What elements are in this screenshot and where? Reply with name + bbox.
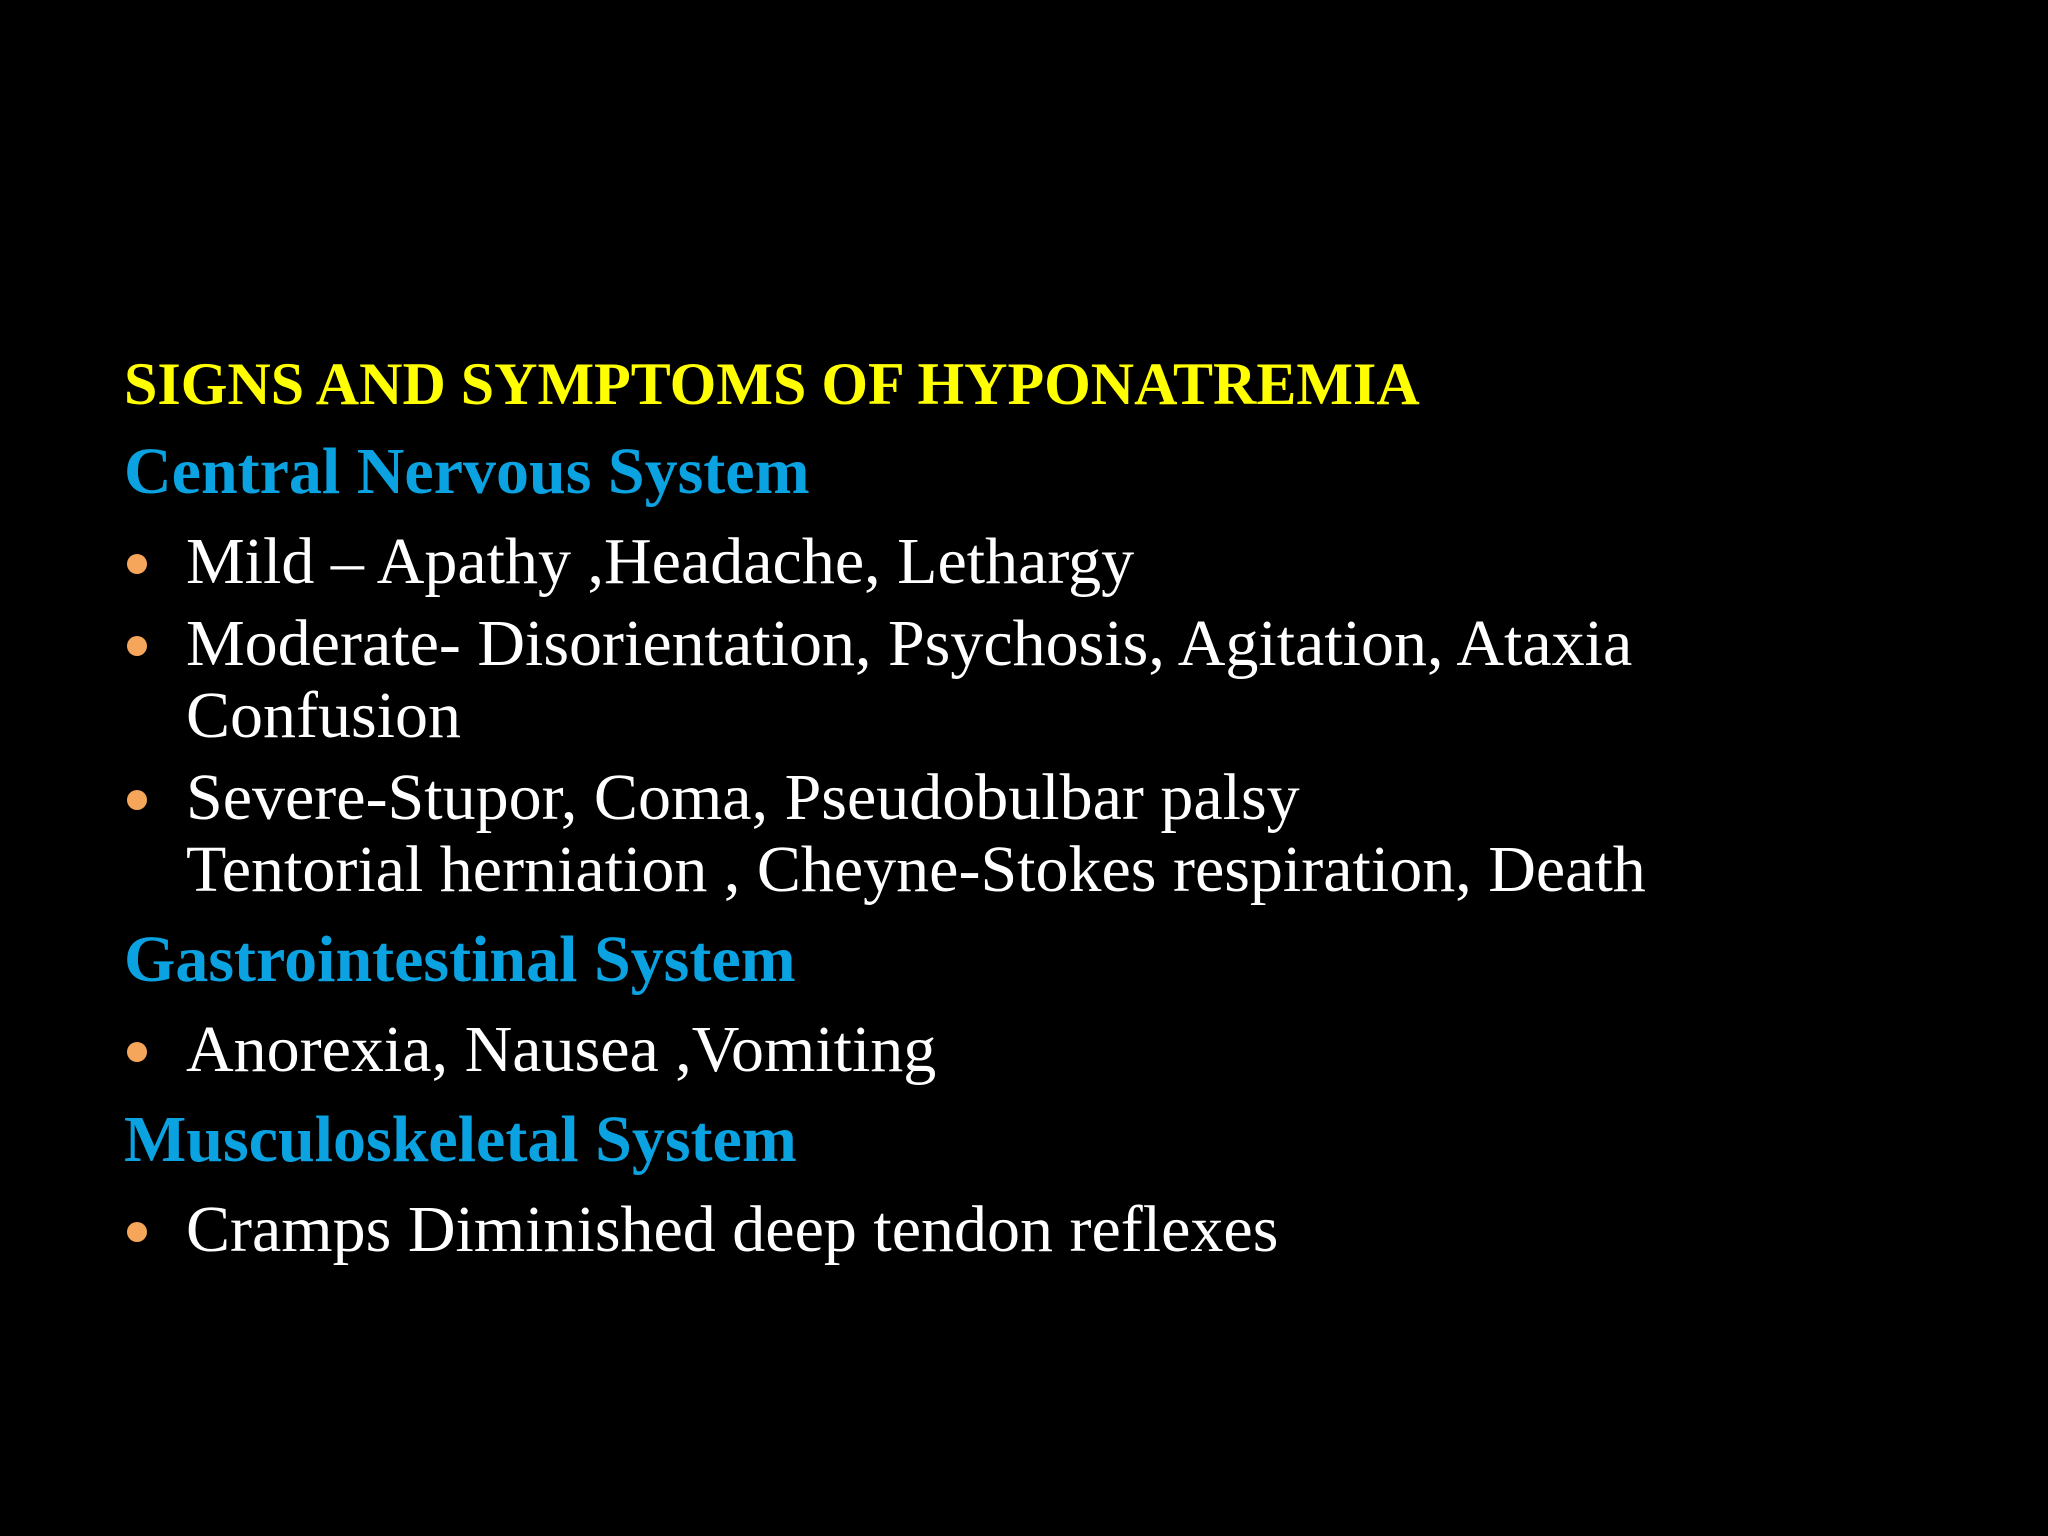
bullet-item-gi-symptoms (124, 1014, 2004, 1086)
bullet-text: Anorexia, Nausea ,Vomiting (186, 1013, 937, 1086)
section-heading-cns: Central Nervous System (124, 435, 810, 508)
bullet-text: Moderate- Disorientation, Psychosis, Agitation, Ataxia (186, 607, 1633, 680)
slide-title: SIGNS AND SYMPTOMS OF HYPONATREMIA (124, 351, 1420, 417)
bullet-dot-icon (127, 636, 147, 656)
bullet-item-severe (124, 762, 2004, 906)
bullet-text-continued: Confusion (186, 679, 462, 752)
bullet-dot-icon (127, 1042, 147, 1062)
bullet-dot-icon (127, 1222, 147, 1242)
section-heading-musculoskeletal: Musculoskeletal System (124, 1103, 797, 1176)
bullet-text: Cramps Diminished deep tendon reflexes (186, 1193, 1279, 1266)
bullet-text-continued: Tentorial herniation , Cheyne-Stokes respiration, Death (186, 833, 1646, 906)
bullet-item-mild (124, 526, 2004, 598)
bullet-item-moderate (124, 608, 2004, 752)
bullet-dot-icon (127, 790, 147, 810)
bullet-item-msk-symptoms (124, 1194, 2004, 1266)
bullet-dot-icon (127, 554, 147, 574)
section-heading-gastrointestinal: Gastrointestinal System (124, 923, 796, 996)
bullet-text: Mild – Apathy ,Headache, Lethargy (186, 525, 1135, 598)
bullet-text: Severe-Stupor, Coma, Pseudobulbar palsy (186, 761, 1300, 834)
slide-content (124, 340, 2004, 1276)
